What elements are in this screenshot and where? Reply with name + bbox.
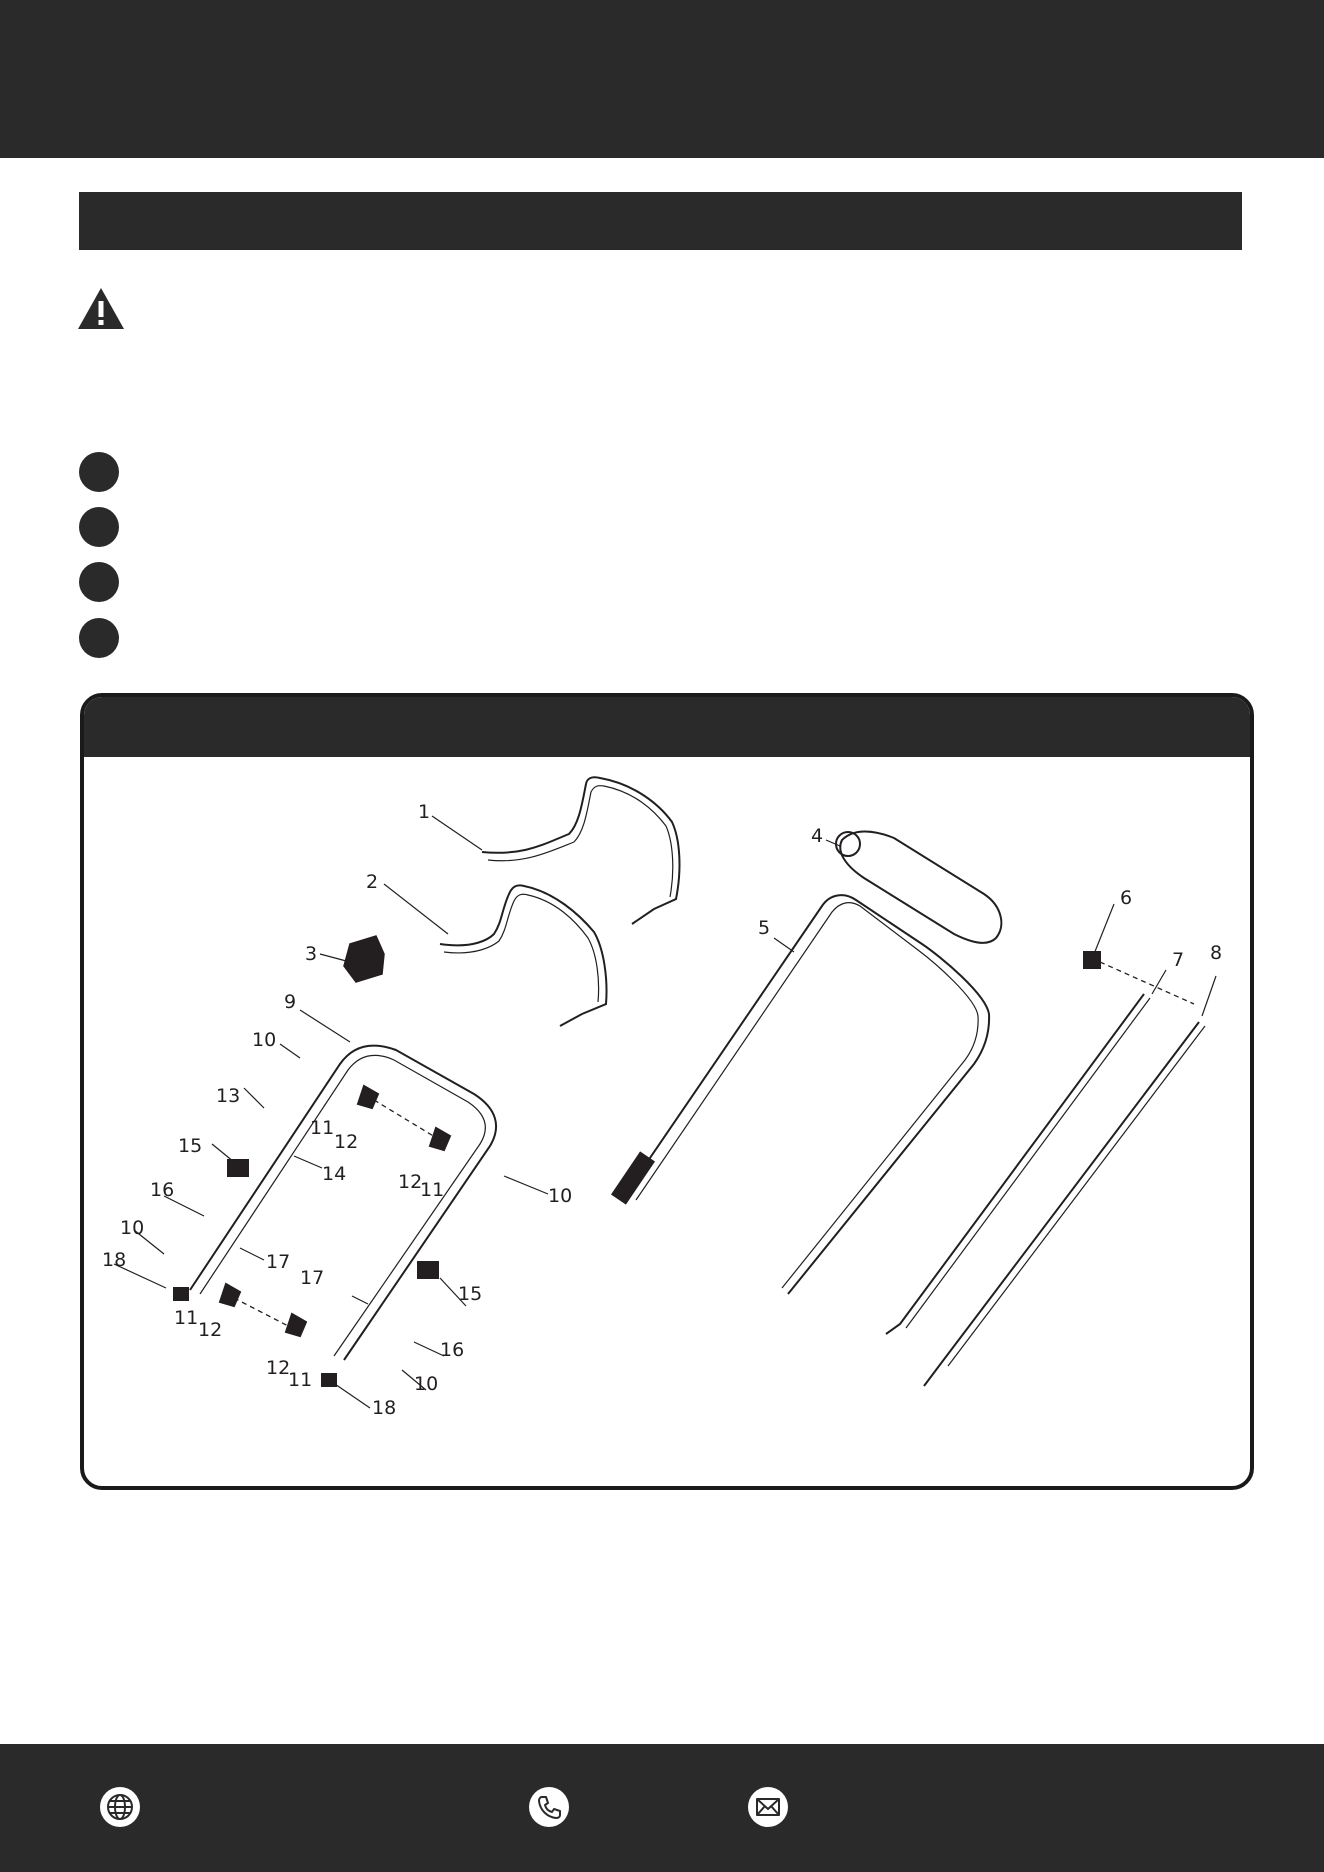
part-8-cable bbox=[924, 1022, 1199, 1386]
callout-6: 6 bbox=[1120, 887, 1133, 909]
part-2-lower-bail bbox=[440, 885, 607, 1026]
callout-2: 2 bbox=[366, 871, 379, 893]
exploded-parts-diagram bbox=[84, 757, 1250, 1487]
callout-15-a: 15 bbox=[178, 1135, 203, 1157]
callout-8: 8 bbox=[1210, 942, 1223, 964]
part-1-upper-bail bbox=[482, 777, 679, 924]
envelope-icon[interactable] bbox=[747, 1786, 789, 1828]
callout-4: 4 bbox=[811, 825, 824, 847]
part-4-handle-grip bbox=[840, 832, 1001, 943]
callout-13: 13 bbox=[216, 1085, 241, 1107]
callout-10-c: 10 bbox=[120, 1217, 145, 1239]
step-marker-3 bbox=[79, 562, 119, 602]
callout-16-a: 16 bbox=[150, 1179, 175, 1201]
callout-10-b: 10 bbox=[548, 1185, 573, 1207]
callout-11-a: 11 bbox=[310, 1117, 335, 1139]
callout-11-c: 11 bbox=[174, 1307, 199, 1329]
globe-icon[interactable] bbox=[99, 1786, 141, 1828]
callout-18-b: 18 bbox=[372, 1397, 397, 1419]
callout-17-a: 17 bbox=[266, 1251, 291, 1273]
parts-panel-header bbox=[84, 697, 1250, 757]
part-3-cable-clip bbox=[344, 936, 384, 982]
part-5-upper-handle bbox=[624, 895, 989, 1294]
callout-10-a: 10 bbox=[252, 1029, 277, 1051]
step-marker-2 bbox=[79, 507, 119, 547]
header-band bbox=[0, 0, 1324, 158]
phone-icon[interactable] bbox=[528, 1786, 570, 1828]
footer-band bbox=[0, 1744, 1324, 1872]
callout-12-b: 12 bbox=[398, 1171, 423, 1193]
callout-12-d: 12 bbox=[266, 1357, 291, 1379]
callout-11-d: 11 bbox=[288, 1369, 313, 1391]
part-7-cable bbox=[886, 994, 1144, 1334]
warning-triangle-icon bbox=[77, 287, 125, 330]
callout-14: 14 bbox=[322, 1163, 347, 1185]
callout-17-b: 17 bbox=[300, 1267, 325, 1289]
callout-3: 3 bbox=[305, 943, 318, 965]
step-marker-1 bbox=[79, 452, 119, 492]
callout-10-d: 10 bbox=[414, 1373, 439, 1395]
callout-9: 9 bbox=[284, 991, 297, 1013]
step-marker-4 bbox=[79, 618, 119, 658]
callout-16-b: 16 bbox=[440, 1339, 465, 1361]
parts-diagram-panel bbox=[80, 693, 1254, 1490]
callout-18-a: 18 bbox=[102, 1249, 127, 1271]
callout-12-a: 12 bbox=[334, 1131, 359, 1153]
callout-12-c: 12 bbox=[198, 1319, 223, 1341]
callout-11-b: 11 bbox=[420, 1179, 445, 1201]
callout-15-b: 15 bbox=[458, 1283, 483, 1305]
section-title-bar bbox=[79, 192, 1242, 250]
part-18-cap bbox=[174, 1288, 188, 1300]
part-15-knob bbox=[228, 1160, 248, 1176]
callout-1: 1 bbox=[418, 801, 431, 823]
callout-5: 5 bbox=[758, 917, 771, 939]
callout-7: 7 bbox=[1172, 949, 1185, 971]
